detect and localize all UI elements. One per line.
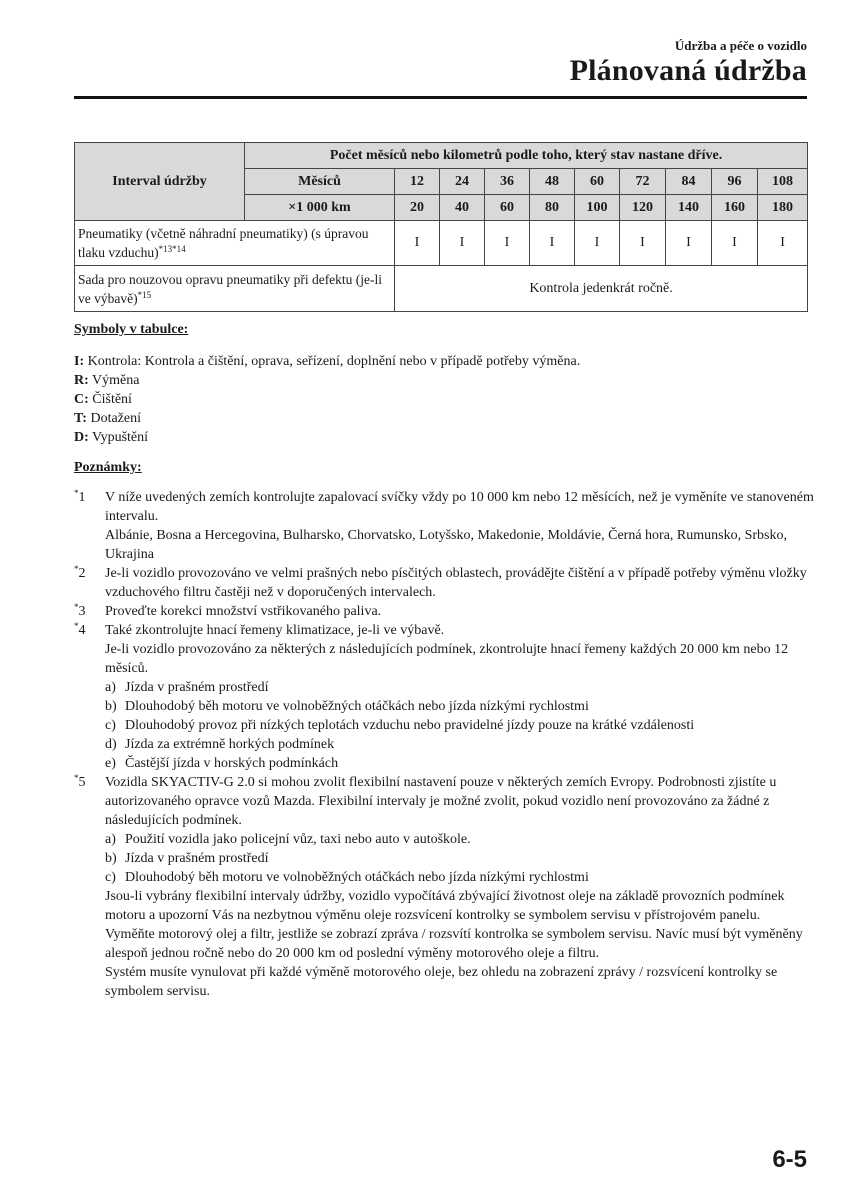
km-cell: 60	[485, 195, 530, 221]
sub-item: d) Jízda za extrémně horkých podmínek	[105, 737, 335, 752]
km-cell: 100	[575, 195, 620, 221]
months-cell: 84	[666, 169, 712, 195]
note-text: V níže uvedených zemích kontrolujte zapalovací svíčky vždy po 10 000 km nebo 12 měsících, než je vyměníte ve stanoveném intervalu.	[105, 490, 814, 524]
note-text: Je-li vozidlo provozováno ve velmi prašných nebo písčitých oblastech, provádějte čištění a v případě potřeby výměnu vložky vzduchového filtru častěji než v doporučených intervalech.	[105, 566, 807, 600]
sub-item: b) Dlouhodobý běh motoru ve volnoběžných otáčkách nebo jízda nízkými rychlostmi	[105, 699, 589, 714]
sub-item: a) Jízda v prašném prostředí	[105, 680, 269, 695]
km-cell: 160	[712, 195, 758, 221]
footnote-ref: *15	[137, 289, 152, 300]
km-cell: 20	[395, 195, 440, 221]
note-item	[74, 773, 814, 1001]
sub-item: a) Použití vozidla jako policejní vůz, taxi nebo auto v autoškole.	[105, 832, 471, 847]
footnote-ref: *13*14	[158, 244, 186, 254]
inspect-cell: I	[620, 221, 666, 266]
months-cell: 24	[440, 169, 485, 195]
sub-item: c) Dlouhodobý běh motoru ve volnoběžných otáčkách nebo jízda nízkými rychlostmi	[105, 870, 589, 885]
inspect-cell: I	[440, 221, 485, 266]
symbol-item: I: Kontrola: Kontrola a čištění, oprava, seřízení, doplnění nebo v případě potřeby výměna.	[74, 354, 581, 369]
maintenance-table	[74, 142, 808, 312]
km-cell: 80	[530, 195, 575, 221]
note-marker: *4	[74, 621, 86, 638]
table-row	[75, 221, 808, 266]
sub-item: b) Jízda v prašném prostředí	[105, 851, 269, 866]
inspect-cell: I	[530, 221, 575, 266]
note-item	[74, 488, 814, 564]
km-cell: 180	[758, 195, 808, 221]
period-header: Počet měsíců nebo kilometrů podle toho, který stav nastane dříve.	[245, 143, 808, 169]
row-label-tires: Pneumatiky (včetně náhradní pneumatiky) (s úpravou tlaku vzduchu)$^{*13*14}$	[75, 221, 395, 266]
row-label-repair-kit: Sada pro nouzovou opravu pneumatiky při defektu (je-li ve výbavě)$^{*15}$	[75, 266, 395, 312]
note-text: Také zkontrolujte hnací řemeny klimatizace, je-li ve výbavě.	[105, 623, 445, 638]
symbol-item: D: Vypuštění	[74, 430, 149, 445]
note-item	[74, 621, 814, 773]
notes-heading: Poznámky:	[74, 460, 142, 475]
km-cell: 120	[620, 195, 666, 221]
note-text: Vozidla SKYACTIV-G 2.0 si mohou zvolit flexibilní nastavení pouze v některých zemích Evropy. Podrobnosti zjistíte u autorizovaného opravce vozů Mazda. Flexibilní intervaly je možné zvolit, pokud vozidlo není provozováno za žádné z následujících podmínek.	[105, 775, 777, 828]
inspect-cell: I	[485, 221, 530, 266]
note-marker: *2	[74, 564, 86, 581]
months-cell: 96	[712, 169, 758, 195]
symbols-list	[74, 352, 580, 447]
km-label: ×1 000 km	[245, 195, 395, 221]
months-cell: 72	[620, 169, 666, 195]
km-cell: 40	[440, 195, 485, 221]
months-cell: 36	[485, 169, 530, 195]
symbol-item: R: Výměna	[74, 373, 140, 388]
inspect-cell: I	[758, 221, 808, 266]
page-number: 6-5	[772, 1146, 807, 1173]
inspect-cell: I	[666, 221, 712, 266]
title-divider	[74, 96, 807, 99]
sub-item: c) Dlouhodobý provoz při nízkých teplotách vzduchu nebo pravidelné jízdy pouze na krátké vzdálenosti	[105, 718, 695, 733]
months-cell: 60	[575, 169, 620, 195]
note-item	[74, 564, 814, 602]
note-text: Albánie, Bosna a Hercegovina, Bulharsko, Chorvatsko, Lotyšsko, Makedonie, Moldávie, Černá hora, Rumunsko, Srbsko, Ukrajina	[105, 528, 788, 562]
page-title: Plánovaná údržba	[569, 54, 807, 87]
note-text: Systém musíte vynulovat při každé výměně motorového oleje, bez ohledu na zobrazení zprávy / rozsvícení kontrolky se symbolem servisu.	[105, 965, 778, 999]
note-text: Proveďte korekci množství vstřikovaného paliva.	[105, 604, 382, 619]
note-text: Je-li vozidlo provozováno za některých z následujících podmínek, zkontrolujte hnací řemeny každých 20 000 km nebo 12 měsíců.	[105, 642, 789, 676]
months-cell: 12	[395, 169, 440, 195]
note-item	[74, 602, 814, 621]
table-row	[75, 266, 808, 312]
inspect-cell: I	[395, 221, 440, 266]
km-cell: 140	[666, 195, 712, 221]
section-header: Údržba a péče o vozidlo	[674, 38, 807, 53]
annual-check-cell: Kontrola jedenkrát ročně.	[395, 266, 808, 312]
note-marker: *5	[74, 773, 86, 790]
note-marker: *1	[74, 488, 86, 505]
interval-header: Interval údržby	[75, 143, 245, 221]
symbol-item: C: Čištění	[74, 392, 132, 407]
symbol-item: T: Dotažení	[74, 411, 141, 426]
inspect-cell: I	[712, 221, 758, 266]
symbols-heading: Symboly v tabulce:	[74, 322, 189, 337]
inspect-cell: I	[575, 221, 620, 266]
note-text: Vyměňte motorový olej a filtr, jestliže se zobrazí zpráva / rozsvítí kontrolka se symbolem servisu. Navíc musí být vyměněny alespoň jednou ročně nebo do 20 000 km od poslední výměny motorového oleje a filtru.	[105, 927, 803, 961]
months-label: Měsíců	[245, 169, 395, 195]
note-marker: *3	[74, 602, 86, 619]
note-text: Jsou-li vybrány flexibilní intervaly údržby, vozidlo vypočítává zbývající životnost oleje na základě provozních podmínek motoru a upozorní Vás na nezbytnou výměnu oleje rozsvícení kontrolky se symbolem servisu v přístrojovém panelu.	[105, 889, 785, 923]
months-cell: 108	[758, 169, 808, 195]
sub-item: e) Častější jízda v horských podmínkách	[105, 756, 339, 771]
months-cell: 48	[530, 169, 575, 195]
notes-list	[74, 488, 814, 1001]
